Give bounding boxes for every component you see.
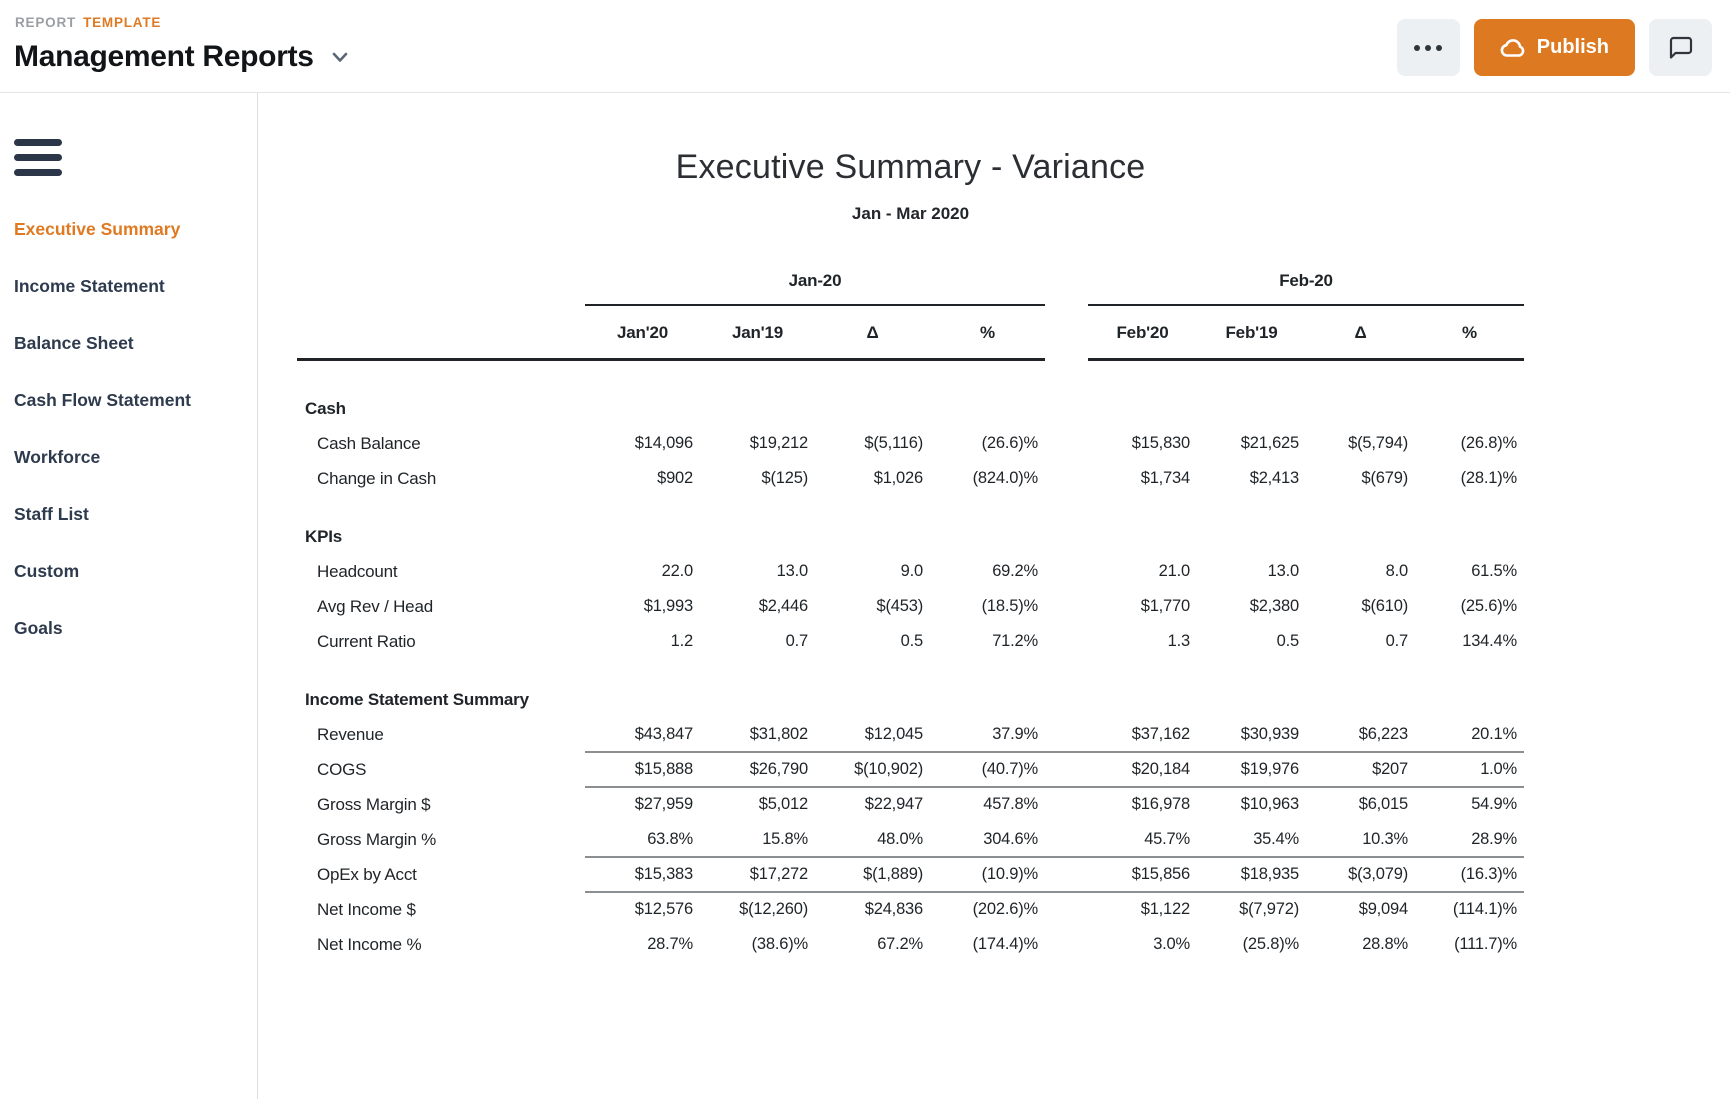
- table-cell: $1,734: [1140, 469, 1190, 487]
- table-cell: $1,122: [1140, 900, 1190, 918]
- table-cell: (202.6)%: [972, 900, 1038, 918]
- table-cell: 63.8%: [647, 830, 693, 848]
- column-header: Feb'20: [1088, 306, 1197, 361]
- table-cell: $19,976: [1240, 760, 1299, 778]
- table-cell: $(12,260): [739, 900, 808, 918]
- table-cell: $15,383: [634, 865, 693, 883]
- table-cell: (114.1)%: [1452, 900, 1517, 918]
- column-header: %: [1415, 306, 1524, 361]
- table-cell: $(679): [1361, 469, 1408, 487]
- table-cell: (38.6)%: [751, 935, 808, 953]
- table-cell: (25.8)%: [1242, 935, 1299, 953]
- group-header-feb: Feb-20: [1088, 271, 1524, 306]
- table-cell: 304.6%: [983, 830, 1038, 848]
- row-label: OpEx by Acct: [317, 864, 417, 884]
- sidebar-nav: [14, 201, 257, 657]
- sidebar-item-executive-summary[interactable]: Executive Summary: [14, 219, 181, 239]
- table-cell: $20,184: [1131, 760, 1190, 778]
- row-label: Headcount: [317, 561, 398, 581]
- table-cell: $15,856: [1131, 865, 1190, 883]
- table-group-header-row: [297, 271, 1524, 306]
- table-cell: $1,770: [1140, 597, 1190, 615]
- publish-button[interactable]: [1474, 19, 1635, 76]
- table-cell: 28.9%: [1471, 830, 1517, 848]
- table-cell: $(453): [876, 597, 923, 615]
- column-header: Δ: [1306, 306, 1415, 361]
- table-cell: 48.0%: [877, 830, 923, 848]
- table-cell: $207: [1372, 760, 1408, 778]
- table-cell: (26.6)%: [981, 434, 1038, 452]
- row-label: Net Income %: [317, 934, 422, 954]
- table-cell: $24,836: [864, 900, 923, 918]
- report-table: [297, 271, 1524, 962]
- row-label: Cash Balance: [317, 433, 421, 453]
- table-cell: 61.5%: [1471, 562, 1517, 580]
- row-label: Avg Rev / Head: [317, 596, 433, 616]
- table-cell: $22,947: [864, 795, 923, 813]
- table-row: [297, 624, 1524, 659]
- table-cell: (26.8)%: [1460, 434, 1517, 452]
- table-cell: $16,978: [1131, 795, 1190, 813]
- table-cell: 67.2%: [877, 935, 923, 953]
- table-cell: 54.9%: [1471, 795, 1517, 813]
- table-cell: 13.0: [1267, 562, 1299, 580]
- table-cell: $1,993: [643, 597, 693, 615]
- table-cell: $10,963: [1240, 795, 1299, 813]
- table-column-header-row: [297, 306, 1524, 361]
- report-table-body: [297, 361, 1524, 962]
- table-cell: 35.4%: [1253, 830, 1299, 848]
- table-cell: $12,576: [634, 900, 693, 918]
- chevron-down-icon[interactable]: [330, 47, 350, 67]
- table-cell: $(10,902): [854, 760, 923, 778]
- table-cell: 1.0%: [1480, 760, 1517, 778]
- section-header: Cash: [305, 398, 346, 418]
- column-header: Jan'20: [585, 306, 700, 361]
- row-label: Current Ratio: [317, 631, 416, 651]
- row-label: Gross Margin %: [317, 829, 437, 849]
- sidebar: [0, 93, 258, 1099]
- table-cell: 28.8%: [1362, 935, 1408, 953]
- table-cell: $6,015: [1358, 795, 1408, 813]
- table-cell: $15,830: [1131, 434, 1190, 452]
- row-label: Net Income $: [317, 899, 416, 919]
- table-cell: $21,625: [1240, 434, 1299, 452]
- sidebar-item-goals[interactable]: Goals: [14, 618, 63, 638]
- sidebar-item-cash-flow-statement[interactable]: Cash Flow Statement: [14, 390, 191, 410]
- comment-icon: [1668, 36, 1694, 60]
- table-cell: (16.3)%: [1460, 865, 1517, 883]
- table-cell: (25.6)%: [1460, 597, 1517, 615]
- group-header-jan: Jan-20: [585, 271, 1045, 306]
- table-cell: $15,888: [634, 760, 693, 778]
- table-cell: $5,012: [758, 795, 808, 813]
- table-cell: $2,446: [758, 597, 808, 615]
- page-title: Management Reports: [14, 40, 314, 73]
- table-cell: $(7,972): [1239, 900, 1299, 918]
- table-row: [297, 857, 1524, 892]
- table-cell: $9,094: [1358, 900, 1408, 918]
- column-header-spacer: [297, 306, 585, 361]
- table-row: [297, 892, 1524, 927]
- more-options-icon: [1414, 45, 1442, 51]
- table-cell: $(125): [761, 469, 808, 487]
- table-cell: 10.3%: [1362, 830, 1408, 848]
- row-label: Gross Margin $: [317, 794, 431, 814]
- table-cell: 0.5: [900, 632, 923, 650]
- table-cell: $27,959: [634, 795, 693, 813]
- table-cell: (10.9)%: [981, 865, 1038, 883]
- table-cell: 28.7%: [647, 935, 693, 953]
- report-title: Executive Summary - Variance: [675, 148, 1146, 186]
- table-row: [297, 589, 1524, 624]
- table-cell: 71.2%: [992, 632, 1038, 650]
- table-row: [297, 822, 1524, 857]
- sidebar-item-workforce[interactable]: Workforce: [14, 447, 101, 467]
- table-cell: (174.4)%: [972, 935, 1038, 953]
- table-cell: $19,212: [749, 434, 808, 452]
- table-cell: $(5,794): [1348, 434, 1408, 452]
- table-cell: (40.7)%: [981, 760, 1038, 778]
- table-cell: $17,272: [749, 865, 808, 883]
- table-cell: $1,026: [873, 469, 923, 487]
- table-cell: $37,162: [1131, 725, 1190, 743]
- table-cell: 45.7%: [1144, 830, 1190, 848]
- table-cell: $12,045: [864, 725, 923, 743]
- table-row: [297, 426, 1524, 461]
- row-label: Change in Cash: [317, 468, 437, 488]
- breadcrumb-report: REPORT: [15, 15, 77, 30]
- table-cell: 15.8%: [762, 830, 808, 848]
- table-cell: 3.0%: [1153, 935, 1190, 953]
- cloud-icon: [1500, 38, 1526, 58]
- table-cell: $14,096: [634, 434, 693, 452]
- table-cell: 0.5: [1276, 632, 1299, 650]
- column-header: Feb'19: [1197, 306, 1306, 361]
- table-cell: $(610): [1361, 597, 1408, 615]
- section-header: KPIs: [305, 526, 342, 546]
- row-label: COGS: [317, 759, 367, 779]
- report-canvas: [258, 93, 1730, 1099]
- comment-button[interactable]: [1649, 19, 1712, 76]
- column-header: Jan'19: [700, 306, 815, 361]
- hamburger-menu-icon[interactable]: [14, 139, 62, 176]
- table-cell: $(1,889): [863, 865, 923, 883]
- table-cell: 1.2: [670, 632, 693, 650]
- publish-button-label: Publish: [1536, 36, 1609, 58]
- table-row: [297, 717, 1524, 752]
- table-cell: 69.2%: [992, 562, 1038, 580]
- table-cell: 1.3: [1167, 632, 1190, 650]
- table-cell: 22.0: [661, 562, 693, 580]
- table-cell: (18.5)%: [981, 597, 1038, 615]
- table-cell: 0.7: [1385, 632, 1408, 650]
- table-row: [297, 461, 1524, 496]
- section-header: Income Statement Summary: [305, 689, 529, 709]
- row-label: Revenue: [317, 724, 384, 744]
- table-cell: $(3,079): [1348, 865, 1408, 883]
- top-bar: [0, 0, 1730, 93]
- sidebar-item-balance-sheet[interactable]: Balance Sheet: [14, 333, 134, 353]
- table-cell: (824.0)%: [972, 469, 1038, 487]
- table-cell: (28.1)%: [1460, 469, 1517, 487]
- report-subtitle: Jan - Mar 2020: [851, 204, 970, 223]
- table-row: [297, 752, 1524, 787]
- table-row: [297, 787, 1524, 822]
- column-header: Δ: [815, 306, 930, 361]
- breadcrumb: [15, 15, 161, 30]
- table-cell: 8.0: [1385, 562, 1408, 580]
- table-cell: $30,939: [1240, 725, 1299, 743]
- sidebar-item-custom[interactable]: Custom: [14, 561, 80, 581]
- table-cell: 21.0: [1158, 562, 1190, 580]
- table-cell: 37.9%: [992, 725, 1038, 743]
- table-row: [297, 927, 1524, 962]
- table-cell: 9.0: [900, 562, 923, 580]
- table-cell: $2,380: [1249, 597, 1299, 615]
- sidebar-item-staff-list[interactable]: Staff List: [14, 504, 89, 524]
- table-cell: $26,790: [749, 760, 808, 778]
- column-header: %: [930, 306, 1045, 361]
- table-cell: 134.4%: [1462, 632, 1517, 650]
- sidebar-item-income-statement[interactable]: Income Statement: [14, 276, 165, 296]
- table-cell: 20.1%: [1471, 725, 1517, 743]
- table-cell: (111.7)%: [1454, 935, 1517, 953]
- table-cell: 13.0: [776, 562, 808, 580]
- breadcrumb-template: TEMPLATE: [83, 15, 162, 30]
- table-cell: $(5,116): [864, 434, 923, 452]
- table-cell: 0.7: [785, 632, 808, 650]
- table-cell: $31,802: [749, 725, 808, 743]
- table-cell: $6,223: [1358, 725, 1408, 743]
- table-cell: $2,413: [1249, 469, 1299, 487]
- table-cell: 457.8%: [983, 795, 1038, 813]
- table-row: [297, 554, 1524, 589]
- table-cell: $18,935: [1240, 865, 1299, 883]
- table-cell: $43,847: [634, 725, 693, 743]
- column-gap: [1045, 306, 1088, 361]
- more-options-button[interactable]: [1397, 19, 1460, 76]
- table-cell: $902: [657, 469, 693, 487]
